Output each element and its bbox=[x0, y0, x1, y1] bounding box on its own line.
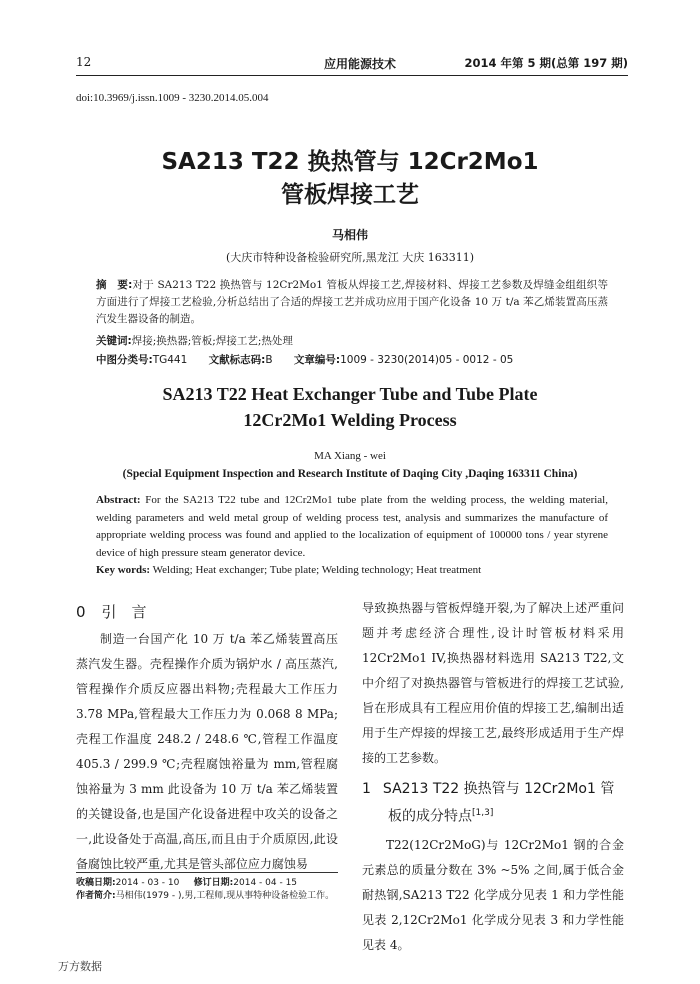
title-cn-line2: 管板焊接工艺 bbox=[281, 182, 419, 208]
section-0-number: 0 bbox=[76, 603, 86, 621]
section-1-title-line2: 板的成分特点 bbox=[388, 808, 472, 825]
abstract-en-text: For the SA213 T22 tube and 12Cr2Mo1 tube plate from the welding process, the welding material, welding parameters and weld metal group of welding process test, analysis and summarizes the manufacture of appropriate welding process was found and applied to the localization of equipment of 100000 tons / year styrene device of high pressure steam generator device. bbox=[96, 494, 608, 559]
author-bio-text: 马相伟(1979 - ),男,工程师,现从事特种设备检验工作。 bbox=[115, 891, 335, 901]
body-column-right bbox=[362, 596, 624, 958]
doc-code-label: 文献标志码: bbox=[208, 354, 266, 366]
doc-code-value: B bbox=[265, 354, 273, 366]
footnote bbox=[76, 872, 338, 903]
section-0-title: 引 言 bbox=[101, 603, 147, 621]
section-1-title-line1: SA213 T22 换热管与 12Cr2Mo1 管 bbox=[382, 781, 615, 797]
author-en: MA Xiang - wei bbox=[314, 450, 386, 462]
body-column-left bbox=[76, 600, 338, 877]
clc-label: 中图分类号: bbox=[96, 354, 153, 366]
section-1-reference: [1,3] bbox=[472, 808, 494, 818]
section-1-heading bbox=[362, 777, 624, 829]
intro-paragraph-right: 导致换热器与管板焊缝开裂,为了解决上述严重问题并考虑经济合理性,设计时管板材料采用 12Cr2Mo1 IV,换热器材料选用 SA213 T22,文中介绍了对换热器管与管板进行的焊接工艺试验,旨在形成具有工程应用价值的焊接工艺,编制出适用于生产焊接的焊接工艺,最终形成适用于生产焊接的工艺参数。 bbox=[362, 601, 624, 765]
abstract-cn-text: 对于 SA213 T22 换热管与 12Cr2Mo1 管板从焊接工艺,焊接材料、焊接工艺参数及焊缝金组组织等方面进行了焊接工艺检验,分析总结出了合适的焊接工艺并成功应用于国产化设备 10 万 t/a 苯乙烯装置高压蒸汽发生器设备的制造。 bbox=[96, 279, 608, 325]
keywords-cn-label: 关键词: bbox=[96, 335, 132, 347]
abstract-cn-label: 摘 要: bbox=[96, 279, 133, 291]
received-date: 2014 - 03 - 10 bbox=[115, 878, 180, 888]
keywords-en-text: Welding; Heat exchanger; Tube plate; Welding technology; Heat treatment bbox=[152, 564, 482, 576]
issue-info: 2014 年第 5 期(总第 197 期) bbox=[464, 56, 628, 70]
revised-label: 修订日期: bbox=[193, 878, 234, 888]
section-1-number: 1 bbox=[362, 781, 371, 797]
revised-date: 2014 - 04 - 15 bbox=[233, 878, 298, 888]
watermark: 万方数据 bbox=[58, 960, 102, 973]
section-1-paragraph: T22(12Cr2MoG)与 12Cr2Mo1 钢的合金元素总的质量分数在 3% ~5% 之间,属于低合金耐热钢,SA213 T22 化学成分见表 1 和力学性能见表 2,12Cr2Mo1 化学成分见表 3 和力学性能见表 4。 bbox=[362, 837, 624, 952]
received-label: 收稿日期: bbox=[76, 878, 116, 888]
classification-line bbox=[96, 352, 616, 367]
author-cn: 马相伟 bbox=[331, 228, 368, 242]
title-en-line1: SA213 T22 Heat Exchanger Tube and Tube Plate bbox=[162, 384, 538, 404]
affiliation-en: (Special Equipment Inspection and Research Institute of Daqing City ,Daqing 163311 China) bbox=[122, 468, 578, 480]
page-header bbox=[76, 52, 628, 76]
footnote-dates bbox=[76, 877, 338, 890]
footnote-author bbox=[76, 890, 338, 903]
journal-name: 应用能源技术 bbox=[324, 57, 397, 71]
title-cn-line1: SA213 T22 换热管与 12Cr2Mo1 bbox=[161, 149, 539, 175]
keywords-cn-text: 焊接;换热器;管板;焊接工艺;热处理 bbox=[131, 335, 293, 347]
keywords-en bbox=[96, 564, 608, 576]
intro-paragraph-left: 制造一台国产化 10 万 t/a 苯乙烯装置高压蒸汽发生器。壳程操作介质为锅炉水 / 高压蒸汽,管程操作介质反应器出料物;壳程最大工作压力 3.78 MPa,管程最大工作压力为 0.068 8 MPa;壳程工作温度 248.2 / 248.6 ℃,管程工作温度 405.3 / 299.9 ℃;壳程腐蚀裕量为 mm,管程腐蚀裕量为 3 mm 此设备为 10 万 t/a 苯乙烯装置的关键设备,也是国产化设备进程中攻关的设备之一,此设备处于高温,高压,而且由于介质原因,此设备腐蚀比较严重,尤其是管头部位应力腐蚀易 bbox=[76, 632, 338, 871]
abstract-cn bbox=[96, 277, 608, 328]
affiliation-cn: (大庆市特种设备检验研究所,黑龙江 大庆 163311) bbox=[225, 251, 475, 264]
section-0-heading bbox=[76, 600, 338, 625]
author-bio-label: 作者简介: bbox=[76, 891, 116, 901]
abstract-en bbox=[96, 492, 608, 562]
page-number: 12 bbox=[76, 55, 92, 69]
keywords-cn bbox=[96, 333, 608, 348]
article-no-label: 文章编号: bbox=[293, 354, 341, 366]
keywords-en-label: Key words: bbox=[96, 564, 151, 576]
clc-value: TG441 bbox=[152, 354, 188, 366]
abstract-en-label: Abstract: bbox=[96, 494, 141, 506]
title-en-line2: 12Cr2Mo1 Welding Process bbox=[243, 410, 457, 430]
doi: doi:10.3969/j.issn.1009 - 3230.2014.05.004 bbox=[76, 92, 269, 104]
article-no-value: 1009 - 3230(2014)05 - 0012 - 05 bbox=[340, 354, 514, 366]
